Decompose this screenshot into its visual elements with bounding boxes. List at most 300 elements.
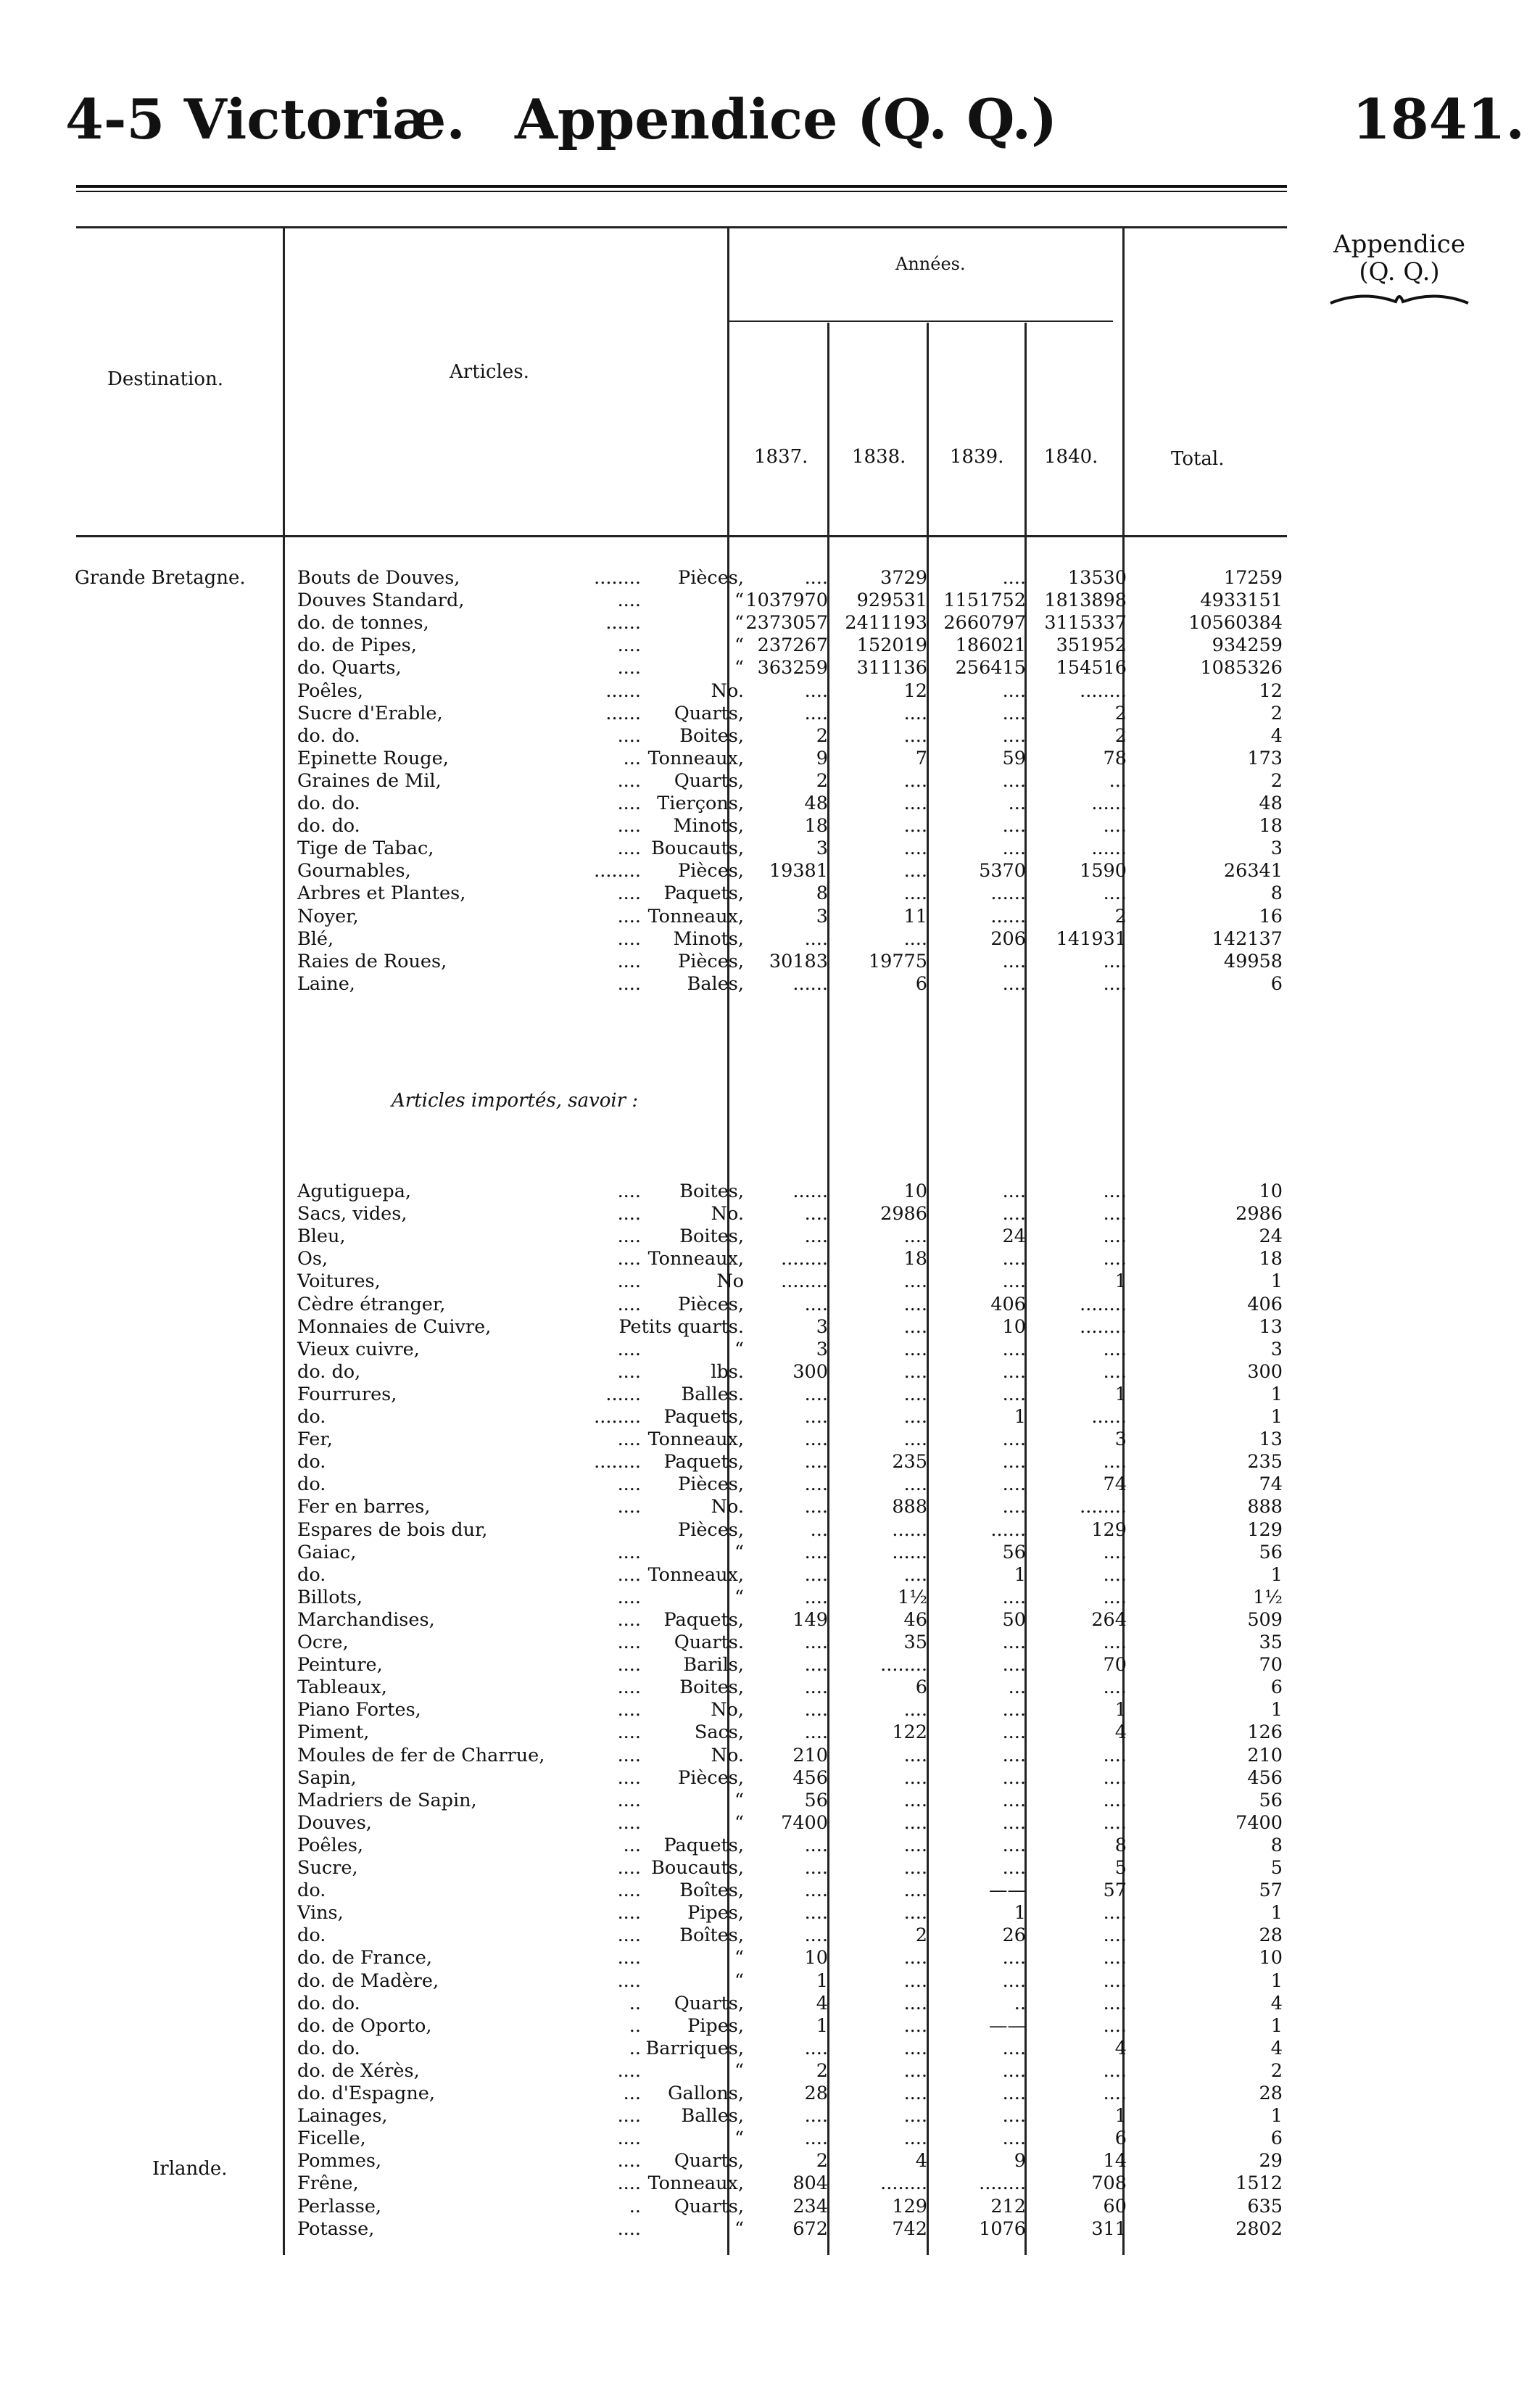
row-article: Vieux cuivre, bbox=[297, 1338, 420, 1360]
row-1839-value: .... bbox=[1002, 1338, 1026, 1360]
row-leader-dots: .... bbox=[617, 2172, 641, 2195]
table-row bbox=[0, 2128, 1540, 2150]
table-row bbox=[0, 680, 1540, 703]
row-article: Laine, bbox=[297, 972, 355, 995]
row-total-value: 300 bbox=[1247, 1360, 1283, 1383]
row-article: do. bbox=[297, 1924, 326, 1947]
row-1837-value: .... bbox=[804, 2128, 828, 2150]
row-1839-value: ........ bbox=[979, 2172, 1026, 2195]
row-total-value: 48 bbox=[1259, 793, 1283, 814]
row-1840-value: .... bbox=[1103, 2014, 1127, 2037]
row-1837-value: 234 bbox=[792, 2195, 828, 2217]
row-1838-value: 152019 bbox=[856, 634, 927, 657]
row-1840-value: 3115337 bbox=[1044, 612, 1127, 634]
row-1839-value: .... bbox=[1002, 950, 1026, 972]
row-1838-value: .... bbox=[903, 882, 927, 905]
row-1838-value: .... bbox=[903, 1315, 927, 1338]
table-row bbox=[0, 2105, 1540, 2128]
row-total-value: 6 bbox=[1270, 2128, 1283, 2150]
row-unit: Paquets, bbox=[663, 1834, 744, 1856]
row-total-value: 210 bbox=[1247, 1744, 1283, 1766]
row-1840-value: 1 bbox=[1114, 1383, 1127, 1405]
row-unit: Balles, bbox=[681, 2105, 744, 2128]
row-total-value: 8 bbox=[1270, 882, 1283, 905]
row-1839-value: .... bbox=[1002, 2037, 1026, 2059]
row-total-value: 456 bbox=[1247, 1766, 1283, 1789]
col-header-destination: Destination. bbox=[107, 368, 224, 390]
row-1840-value: 78 bbox=[1103, 747, 1127, 769]
table-row bbox=[0, 634, 1540, 657]
row-unit: Pièces, bbox=[678, 1473, 744, 1496]
row-1839-value: .... bbox=[1002, 1383, 1026, 1405]
row-total-value: 1 bbox=[1270, 1699, 1283, 1721]
row-1839-value: .... bbox=[1002, 1834, 1026, 1856]
row-total-value: 28 bbox=[1259, 1924, 1283, 1947]
row-1837-value: .... bbox=[804, 1857, 828, 1879]
table-row bbox=[0, 770, 1540, 793]
row-article: Pommes, bbox=[297, 2150, 382, 2172]
col-header-years: Années. bbox=[895, 254, 966, 274]
row-1838-value: 35 bbox=[903, 1632, 927, 1653]
row-article: Gournables, bbox=[297, 860, 411, 882]
row-1839-value: .. bbox=[1014, 1992, 1026, 2014]
row-1839-value: .... bbox=[1002, 2083, 1026, 2104]
row-leader-dots: .... bbox=[617, 1586, 641, 1608]
row-1840-value: 5 bbox=[1114, 1857, 1127, 1879]
table-row bbox=[0, 1564, 1540, 1587]
row-1839-value: .... bbox=[1002, 1180, 1026, 1202]
row-leader-dots: .... bbox=[617, 2128, 641, 2150]
row-article: do. d'Espagne, bbox=[297, 2083, 435, 2104]
table-row bbox=[0, 2196, 1540, 2218]
row-total-value: 4 bbox=[1270, 724, 1283, 747]
row-article: Marchandises, bbox=[297, 1608, 435, 1631]
row-1837-value: .... bbox=[804, 1203, 828, 1225]
row-total-value: 3 bbox=[1270, 1338, 1283, 1360]
row-unit: No. bbox=[711, 1203, 744, 1225]
row-1837-value: 4 bbox=[816, 1992, 828, 2014]
row-1840-value: 1 bbox=[1114, 2105, 1127, 2128]
row-article: Tige de Tabac, bbox=[297, 838, 434, 860]
row-total-value: 406 bbox=[1247, 1293, 1283, 1315]
row-total-value: 6 bbox=[1270, 1676, 1283, 1699]
row-article: Bleu, bbox=[297, 1225, 346, 1248]
row-1840-value: .... bbox=[1103, 1180, 1127, 1202]
row-leader-dots: .. bbox=[629, 2014, 641, 2037]
row-1837-value: .... bbox=[804, 1293, 828, 1315]
row-1837-value: .... bbox=[804, 1586, 828, 1608]
row-1837-value: 300 bbox=[792, 1360, 828, 1383]
row-1839-value: 406 bbox=[990, 1293, 1026, 1315]
row-1839-value: 56 bbox=[1002, 1541, 1026, 1563]
row-total-value: 24 bbox=[1259, 1225, 1283, 1248]
row-1840-value: 129 bbox=[1091, 1518, 1127, 1541]
table-row bbox=[0, 1473, 1540, 1496]
row-1840-value: .... bbox=[1103, 1924, 1127, 1947]
row-total-value: 888 bbox=[1247, 1496, 1283, 1518]
row-1839-value: .... bbox=[1002, 1473, 1026, 1496]
row-1837-value: .... bbox=[804, 1924, 828, 1947]
row-1840-value: .... bbox=[1103, 950, 1127, 972]
row-1837-value: .... bbox=[804, 1383, 828, 1405]
row-unit: Pièces, bbox=[678, 950, 744, 972]
row-total-value: 1512 bbox=[1235, 2172, 1283, 2195]
row-1838-value: 888 bbox=[892, 1496, 927, 1518]
row-1840-value: 8 bbox=[1114, 1834, 1127, 1856]
table-row bbox=[0, 793, 1540, 815]
row-article: Voitures, bbox=[297, 1270, 381, 1293]
row-1837-value: 2 bbox=[816, 769, 828, 792]
table-row bbox=[0, 951, 1540, 973]
row-unit: Pièces, bbox=[678, 860, 744, 882]
row-total-value: 4 bbox=[1270, 2037, 1283, 2059]
row-1839-value: .... bbox=[1002, 1360, 1026, 1383]
row-unit: “ bbox=[734, 657, 744, 679]
running-header-year: 1841. bbox=[1352, 87, 1525, 152]
row-leader-dots: .... bbox=[617, 1360, 641, 1383]
row-article: do. bbox=[297, 1406, 326, 1428]
row-1840-value: .... bbox=[1103, 882, 1127, 905]
row-1840-value: 1 bbox=[1114, 1699, 1127, 1721]
row-leader-dots: .. bbox=[629, 1992, 641, 2014]
row-1840-value: 3 bbox=[1114, 1428, 1127, 1451]
row-1840-value: 1813898 bbox=[1044, 590, 1127, 612]
row-1840-value: ... bbox=[1109, 769, 1127, 792]
row-total-value: 16 bbox=[1259, 905, 1283, 927]
row-1839-value: .... bbox=[1002, 2128, 1026, 2150]
row-article: Gaiac, bbox=[297, 1541, 357, 1563]
row-article: Sacs, vides, bbox=[297, 1203, 407, 1225]
row-leader-dots: ........ bbox=[594, 860, 641, 882]
row-leader-dots: ... bbox=[623, 2083, 641, 2104]
row-1839-value: .... bbox=[1002, 1248, 1026, 1270]
row-leader-dots: ...... bbox=[605, 1383, 641, 1405]
row-1838-value: .... bbox=[903, 1406, 927, 1428]
row-unit: Minots, bbox=[673, 927, 744, 950]
table-row bbox=[0, 1654, 1540, 1676]
row-1838-value: 6 bbox=[915, 972, 927, 995]
row-1839-value: .... bbox=[1002, 1947, 1026, 1969]
row-article: Ficelle, bbox=[297, 2128, 366, 2150]
row-unit: “ bbox=[734, 1947, 744, 1969]
row-1840-value: 4 bbox=[1114, 2037, 1127, 2059]
row-unit: Tonneaux, bbox=[647, 905, 744, 927]
row-1838-value: 46 bbox=[903, 1608, 927, 1631]
row-total-value: 8 bbox=[1270, 1834, 1283, 1856]
row-1840-value: .... bbox=[1103, 1902, 1127, 1924]
row-1838-value: 2411193 bbox=[845, 612, 927, 634]
col-header-1838: 1838. bbox=[852, 446, 906, 468]
row-total-value: 35 bbox=[1259, 1632, 1283, 1653]
row-1837-value: 10 bbox=[804, 1947, 828, 1969]
row-1838-value: .... bbox=[903, 2083, 927, 2104]
row-1839-value: .... bbox=[1002, 1654, 1026, 1676]
row-unit: “ bbox=[734, 2059, 744, 2082]
row-leader-dots: .... bbox=[617, 1969, 641, 1992]
row-1838-value: .... bbox=[903, 1766, 927, 1789]
row-1838-value: .... bbox=[903, 2059, 927, 2082]
row-1840-value: ...... bbox=[1091, 838, 1127, 860]
row-1839-value: .... bbox=[1002, 838, 1026, 860]
row-1838-value: .... bbox=[903, 1293, 927, 1315]
row-1840-value: .... bbox=[1103, 1225, 1127, 1248]
row-1839-value: ... bbox=[1008, 793, 1026, 814]
row-total-value: 1 bbox=[1270, 1270, 1283, 1293]
table-row bbox=[0, 1857, 1540, 1880]
row-1840-value: .... bbox=[1103, 1586, 1127, 1608]
table-row bbox=[0, 1339, 1540, 1361]
table-row bbox=[0, 928, 1540, 951]
row-1839-value: .... bbox=[1002, 679, 1026, 702]
row-1838-value: .... bbox=[903, 2105, 927, 2128]
row-total-value: 26341 bbox=[1223, 860, 1283, 882]
row-1837-value: .... bbox=[804, 1451, 828, 1473]
row-1837-value: 9 bbox=[816, 747, 828, 769]
row-1837-value: .... bbox=[804, 1541, 828, 1563]
row-1838-value: .... bbox=[903, 793, 927, 814]
row-1837-value: .... bbox=[804, 1632, 828, 1653]
row-total-value: 18 bbox=[1259, 815, 1283, 838]
row-leader-dots: .... bbox=[617, 1608, 641, 1631]
row-1839-value: 1076 bbox=[979, 2217, 1026, 2240]
row-article: do. bbox=[297, 1880, 326, 1902]
row-1839-value: .... bbox=[1002, 2059, 1026, 2082]
row-1840-value: 154516 bbox=[1056, 657, 1127, 679]
row-1840-value: 1 bbox=[1114, 1270, 1127, 1293]
flourish-icon bbox=[1327, 287, 1472, 309]
row-unit: “ bbox=[734, 1811, 744, 1834]
row-1837-value: 237267 bbox=[757, 634, 828, 657]
row-1838-value: 2986 bbox=[880, 1203, 927, 1225]
row-leader-dots: .... bbox=[617, 1721, 641, 1744]
row-unit: “ bbox=[734, 634, 744, 657]
row-1839-value: ... bbox=[1008, 1676, 1026, 1699]
row-1837-value: 18 bbox=[804, 815, 828, 838]
row-unit: Tonneaux, bbox=[647, 2172, 744, 2195]
row-unit: Paquets, bbox=[663, 1406, 744, 1428]
row-1837-value: .... bbox=[804, 2037, 828, 2059]
row-1839-value: 2660797 bbox=[943, 612, 1026, 634]
row-leader-dots: .. bbox=[629, 2037, 641, 2059]
row-1839-value: .... bbox=[1002, 1766, 1026, 1789]
row-1840-value: ...... bbox=[1091, 793, 1127, 814]
row-article: Madriers de Sapin, bbox=[297, 1789, 477, 1811]
row-1837-value: 2 bbox=[816, 2150, 828, 2172]
row-total-value: 2 bbox=[1270, 769, 1283, 792]
row-total-value: 1085326 bbox=[1200, 657, 1283, 679]
row-article: Piano Fortes, bbox=[297, 1699, 421, 1721]
row-1837-value: .... bbox=[804, 1699, 828, 1721]
row-leader-dots: .... bbox=[617, 724, 641, 747]
row-unit: Pipes, bbox=[687, 1902, 744, 1924]
row-unit: Tonneaux, bbox=[647, 1563, 744, 1586]
row-1838-value: 235 bbox=[892, 1451, 927, 1473]
row-1838-value: .... bbox=[903, 1473, 927, 1496]
row-leader-dots: .... bbox=[617, 1632, 641, 1653]
row-unit: No bbox=[716, 1270, 744, 1293]
row-unit: Tonneaux, bbox=[647, 747, 744, 769]
row-article: Billots, bbox=[297, 1586, 363, 1608]
row-unit: Pipes, bbox=[687, 2014, 744, 2037]
row-unit: Minots, bbox=[673, 815, 744, 838]
row-1837-value: 3 bbox=[816, 1338, 828, 1360]
row-article: Potasse, bbox=[297, 2217, 375, 2240]
row-article: Noyer, bbox=[297, 905, 359, 927]
row-unit: “ bbox=[734, 2217, 744, 2240]
row-leader-dots: .... bbox=[617, 634, 641, 657]
row-1839-value: 24 bbox=[1002, 1225, 1026, 1248]
row-1838-value: .... bbox=[903, 769, 927, 792]
row-unit: Boucauts, bbox=[651, 1857, 744, 1879]
row-1838-value: .... bbox=[903, 1338, 927, 1360]
row-1839-value: .... bbox=[1002, 769, 1026, 792]
row-leader-dots: ........ bbox=[594, 1451, 641, 1473]
row-1837-value: .... bbox=[804, 702, 828, 724]
row-article: Perlasse, bbox=[297, 2195, 382, 2217]
row-total-value: 2802 bbox=[1235, 2217, 1283, 2240]
row-1837-value: 3 bbox=[816, 1315, 828, 1338]
table-row bbox=[0, 1835, 1540, 1857]
table-row bbox=[0, 1609, 1540, 1632]
row-total-value: 7400 bbox=[1235, 1811, 1283, 1834]
row-1840-value: 264 bbox=[1091, 1608, 1127, 1631]
row-article: Vins, bbox=[297, 1902, 344, 1924]
row-1837-value: 1037970 bbox=[745, 590, 828, 612]
table-row bbox=[0, 1880, 1540, 1902]
row-1838-value: .... bbox=[903, 1383, 927, 1405]
row-1840-value: .... bbox=[1103, 1992, 1127, 2014]
row-1840-value: .... bbox=[1103, 1338, 1127, 1360]
row-1838-value: .... bbox=[903, 724, 927, 747]
row-1837-value: 2 bbox=[816, 2059, 828, 2082]
row-1839-value: —— bbox=[989, 2014, 1026, 2037]
table-row bbox=[0, 1519, 1540, 1542]
header-rule-thick bbox=[76, 185, 1287, 188]
row-1840-value: 2 bbox=[1114, 724, 1127, 747]
table-row bbox=[0, 1384, 1540, 1406]
table-row bbox=[0, 1676, 1540, 1699]
row-1838-value: ...... bbox=[892, 1541, 927, 1563]
row-article: do. do. bbox=[297, 1992, 360, 2014]
row-total-value: 56 bbox=[1259, 1541, 1283, 1563]
row-1837-value: 2373057 bbox=[745, 612, 828, 634]
row-1839-value: .... bbox=[1002, 1203, 1026, 1225]
row-1837-value: 7400 bbox=[781, 1811, 828, 1834]
row-unit: Quarts, bbox=[674, 702, 744, 724]
row-total-value: 13 bbox=[1259, 1315, 1283, 1338]
row-unit: Boucauts, bbox=[651, 838, 744, 860]
row-unit: Balles. bbox=[681, 1383, 744, 1405]
table-row bbox=[0, 1699, 1540, 1721]
row-article: Blé, bbox=[297, 927, 334, 950]
row-total-value: 934259 bbox=[1212, 634, 1283, 657]
row-total-value: 5 bbox=[1270, 1857, 1283, 1879]
row-article: Fer en barres, bbox=[297, 1496, 431, 1518]
row-1839-value: .... bbox=[1002, 567, 1026, 589]
row-total-value: 1 bbox=[1270, 1406, 1283, 1428]
row-1840-value: .... bbox=[1103, 1203, 1127, 1225]
row-1838-value: .... bbox=[903, 1992, 927, 2014]
row-leader-dots: .... bbox=[617, 657, 641, 679]
row-1837-value: .... bbox=[804, 679, 828, 702]
row-total-value: 10 bbox=[1259, 1947, 1283, 1969]
row-1840-value: 1590 bbox=[1080, 860, 1127, 882]
row-leader-dots: .... bbox=[617, 1225, 641, 1248]
row-1838-value: .... bbox=[903, 1902, 927, 1924]
row-unit: Quarts, bbox=[674, 2150, 744, 2172]
table-row bbox=[0, 1902, 1540, 1924]
row-1838-value: .... bbox=[903, 1744, 927, 1766]
row-1840-value: .... bbox=[1103, 1632, 1127, 1653]
row-1839-value: 26 bbox=[1002, 1924, 1026, 1947]
row-unit: Boites, bbox=[679, 1225, 744, 1248]
row-unit: “ bbox=[734, 612, 744, 634]
row-leader-dots: .... bbox=[617, 950, 641, 972]
row-1838-value: .... bbox=[903, 1834, 927, 1856]
row-1837-value: .... bbox=[804, 1676, 828, 1699]
margin-note-line2: (Q. Q.) bbox=[1359, 257, 1440, 286]
row-article: Moules de fer de Charrue, bbox=[297, 1744, 545, 1766]
row-leader-dots: .... bbox=[617, 972, 641, 995]
row-article: do. do. bbox=[297, 2037, 360, 2059]
table-row bbox=[0, 882, 1540, 905]
row-1839-value: .... bbox=[1002, 1811, 1026, 1834]
row-total-value: 4 bbox=[1270, 1992, 1283, 2014]
row-unit: Petits quarts. bbox=[618, 1315, 744, 1338]
row-1838-value: 122 bbox=[892, 1721, 927, 1744]
row-unit: “ bbox=[734, 1586, 744, 1608]
row-total-value: 235 bbox=[1247, 1451, 1283, 1473]
row-1840-value: .... bbox=[1103, 1766, 1127, 1789]
row-1838-value: 4 bbox=[915, 2150, 927, 2172]
row-leader-dots: .... bbox=[617, 2150, 641, 2172]
row-total-value: 4933151 bbox=[1200, 590, 1283, 612]
row-1839-value: 256415 bbox=[955, 657, 1026, 679]
row-1840-value: 14 bbox=[1103, 2150, 1127, 2172]
table-row bbox=[0, 1947, 1540, 1969]
row-unit: Paquets, bbox=[663, 1608, 744, 1631]
row-1840-value: .... bbox=[1103, 1360, 1127, 1383]
row-total-value: 70 bbox=[1259, 1654, 1283, 1676]
row-leader-dots: ... bbox=[623, 1834, 641, 1856]
row-leader-dots: ........ bbox=[594, 567, 641, 589]
row-1838-value: .... bbox=[903, 702, 927, 724]
row-1837-value: 1 bbox=[816, 2014, 828, 2037]
row-total-value: 18 bbox=[1259, 1248, 1283, 1270]
row-1838-value: 6 bbox=[915, 1676, 927, 1699]
row-article: do. do. bbox=[297, 724, 360, 747]
row-1840-value: 70 bbox=[1103, 1654, 1127, 1676]
row-1839-value: .... bbox=[1002, 1744, 1026, 1766]
row-1839-value: 1 bbox=[1014, 1563, 1026, 1586]
table-row bbox=[0, 1721, 1540, 1744]
row-total-value: 29 bbox=[1259, 2150, 1283, 2172]
row-article: Fourrures, bbox=[297, 1383, 397, 1405]
row-leader-dots: .... bbox=[617, 882, 641, 905]
margin-note-line1: Appendice bbox=[1333, 230, 1465, 259]
row-unit: Barils, bbox=[683, 1654, 744, 1676]
row-1837-value: .... bbox=[804, 1563, 828, 1586]
row-1840-value: ........ bbox=[1080, 1293, 1127, 1315]
row-1837-value: ........ bbox=[781, 1248, 828, 1270]
row-unit: No, bbox=[711, 1699, 744, 1721]
row-1837-value: 30183 bbox=[769, 950, 828, 972]
row-article: do. de Xérès, bbox=[297, 2059, 420, 2082]
row-1838-value: .... bbox=[903, 1699, 927, 1721]
row-unit: lbs. bbox=[711, 1360, 744, 1383]
row-1839-value: .... bbox=[1002, 1270, 1026, 1293]
row-1840-value: 708 bbox=[1091, 2172, 1127, 2195]
